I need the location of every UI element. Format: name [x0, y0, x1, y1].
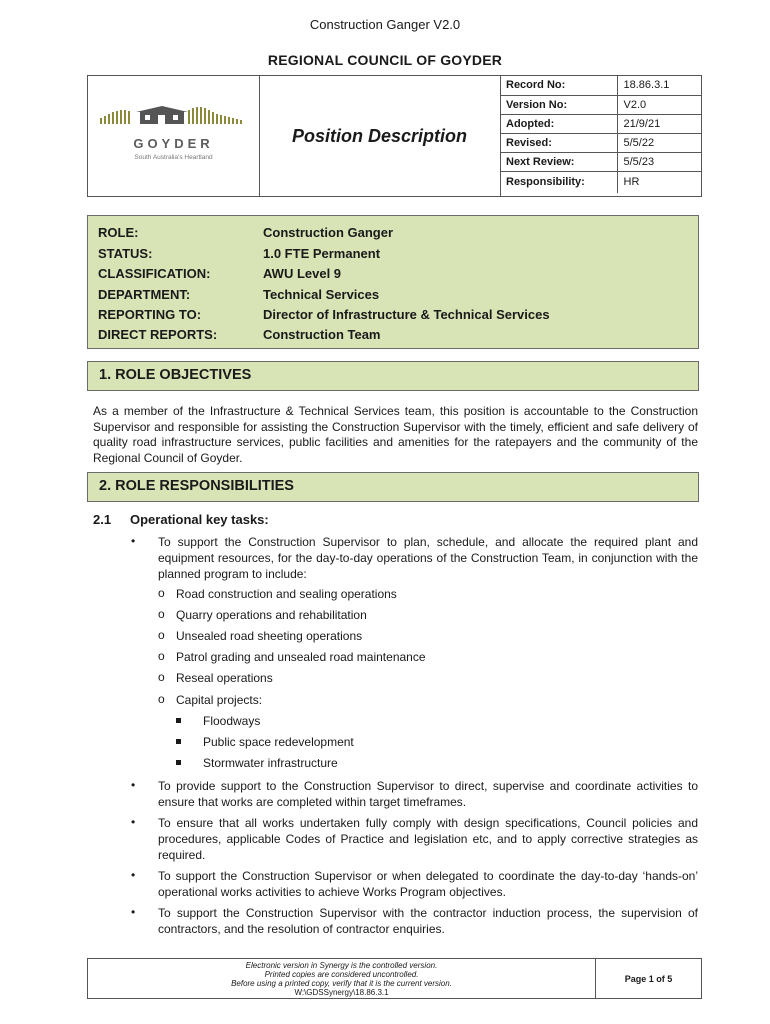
- sub-list-item: Quarry operations and rehabilitation: [176, 608, 367, 622]
- record-key: Revised:: [500, 133, 617, 152]
- status-label: STATUS:: [98, 246, 153, 261]
- subsection-heading: [93, 512, 269, 527]
- square-bullet-icon: [176, 739, 181, 744]
- role-label: ROLE:: [98, 225, 139, 240]
- page-number: Page 1 of 5: [624, 973, 673, 984]
- record-row: [500, 76, 701, 95]
- section-heading-role-objectives: 1. ROLE OBJECTIVES: [87, 361, 699, 391]
- status-value: 1.0 FTE Permanent: [263, 246, 381, 261]
- circle-bullet-icon: o: [158, 628, 165, 642]
- square-bullet-icon: [176, 718, 181, 723]
- sub-list-item: Patrol grading and unsealed road maintenance: [176, 650, 426, 664]
- organisation-title: REGIONAL COUNCIL OF GOYDER: [267, 52, 503, 68]
- section-heading-role-responsibilities: 2. ROLE RESPONSIBILITIES: [87, 472, 699, 502]
- record-value: V2.0: [617, 95, 701, 114]
- list-item: To ensure that all works undertaken fully comply with design specifications, Council policies and procedures, applicable Codes of Practice and legislation etc, and to apply corrective strategies as required.: [158, 816, 698, 862]
- department-label: DEPARTMENT:: [98, 287, 191, 302]
- header-table: [87, 75, 702, 197]
- circle-bullet-icon: o: [158, 586, 165, 600]
- list-item: To support the Construction Supervisor with the contractor induction process, the supervision of contractors, and the resolution of contractor enquiries.: [158, 906, 698, 936]
- record-details-table: [500, 76, 701, 193]
- role-objectives-paragraph: As a member of the Infrastructure & Technical Services team, this position is accountable to the Construction Supervisor and responsible for assisting the Construction Supervisor with the timely, efficient and safe delivery of quality road infrastructure services, public facilities and amenities for the ratepayers and the community of the Regional Council of Goyder.: [93, 404, 698, 465]
- list-item: To provide support to the Construction Supervisor to direct, supervise and coordinate activities to ensure that works are completed within target timeframes.: [158, 779, 698, 809]
- document-title: Construction Ganger V2.0: [309, 17, 461, 32]
- capital-project-item: Public space redevelopment: [203, 735, 354, 749]
- record-value: 18.86.3.1: [617, 76, 701, 95]
- logo-tagline: South Australia's Heartland: [134, 154, 213, 161]
- record-key: Adopted:: [500, 114, 617, 133]
- bullet-icon: •: [131, 905, 136, 919]
- logo-cell: [88, 76, 260, 196]
- bullet-icon: •: [131, 868, 136, 882]
- capital-project-item: Stormwater infrastructure: [203, 756, 338, 770]
- record-key: Version No:: [500, 95, 617, 114]
- sub-list-item: Capital projects:: [176, 693, 263, 707]
- role-summary-box: [87, 215, 699, 349]
- record-value: 5/5/23: [617, 152, 701, 171]
- record-key: Record No:: [500, 76, 617, 95]
- record-row: [500, 133, 701, 152]
- footer-note-line: Electronic version in Synergy is the controlled version.: [245, 961, 438, 970]
- document-type-title: Position Description: [259, 76, 501, 196]
- footer-file-path: W:\GDSSynergy\18.86.3.1: [294, 988, 389, 997]
- footer-note-line: Printed copies are considered uncontrolled.: [264, 970, 419, 979]
- circle-bullet-icon: o: [158, 692, 165, 706]
- classification-value: AWU Level 9: [263, 266, 342, 281]
- record-row: [500, 152, 701, 171]
- footer-control-note: [88, 959, 596, 998]
- sub-list-item: Reseal operations: [176, 671, 273, 685]
- record-row: [500, 171, 701, 193]
- list-item: To support the Construction Supervisor or when delegated to coordinate the day-to-day ‘hands-on’ operational works activities to achieve Works Program objectives.: [158, 869, 698, 899]
- bullet-icon: •: [131, 534, 136, 548]
- sub-list-item: Unsealed road sheeting operations: [176, 629, 363, 643]
- record-key: Responsibility:: [500, 171, 617, 193]
- direct-reports-value: Construction Team: [263, 327, 381, 342]
- direct-reports-label: DIRECT REPORTS:: [98, 327, 218, 342]
- capital-project-item: Floodways: [203, 714, 261, 728]
- record-row: [500, 95, 701, 114]
- reporting-to-value: Director of Infrastructure & Technical Services: [263, 307, 550, 322]
- record-value: 21/9/21: [617, 114, 701, 133]
- record-value: 5/5/22: [617, 133, 701, 152]
- circle-bullet-icon: o: [158, 649, 165, 663]
- reporting-to-label: REPORTING TO:: [98, 307, 202, 322]
- subsection-number: 2.1: [93, 512, 112, 527]
- page-footer: [87, 958, 702, 999]
- role-value: Construction Ganger: [263, 225, 394, 240]
- circle-bullet-icon: o: [158, 607, 165, 621]
- bullet-icon: •: [131, 778, 136, 792]
- bullet-icon: •: [131, 815, 136, 829]
- record-key: Next Review:: [500, 152, 617, 171]
- square-bullet-icon: [176, 760, 181, 765]
- goyder-logo-graphic: [100, 102, 247, 134]
- classification-label: CLASSIFICATION:: [98, 266, 211, 281]
- footer-note-line: Before using a printed copy, verify that it is the current version.: [231, 979, 452, 988]
- list-item: To support the Construction Supervisor to plan, schedule, and allocate the required plant and equipment resources, for the day-to-day operations of the Construction Team, in conjunction with the planned program to include:: [158, 535, 698, 581]
- logo-wordmark: GOYDER: [133, 136, 214, 151]
- sub-list-item: Road construction and sealing operations: [176, 587, 397, 601]
- record-value: HR: [623, 176, 640, 189]
- subsection-title: Operational key tasks:: [130, 512, 269, 527]
- circle-bullet-icon: o: [158, 670, 165, 684]
- record-row: [500, 114, 701, 133]
- department-value: Technical Services: [263, 287, 380, 302]
